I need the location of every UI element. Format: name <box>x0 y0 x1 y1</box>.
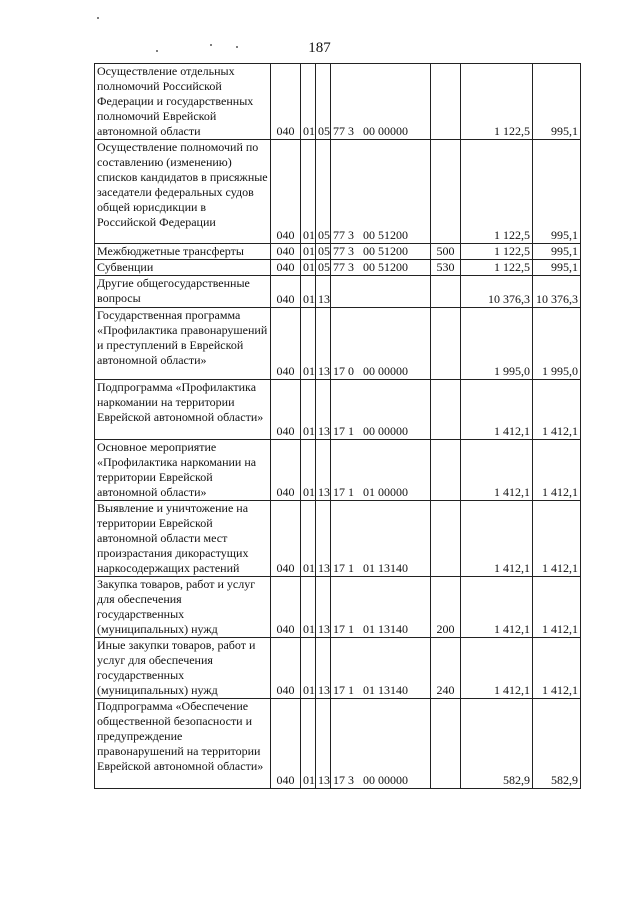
cell-rz: 01 <box>301 260 316 276</box>
row-name: Выявление и уничтожение на территории Еврейской автономной области мест произрастания дикорастущих наркосодержащих растений <box>95 501 271 577</box>
cell-sum-2: 582,9 <box>533 699 581 789</box>
cell-grbs: 040 <box>271 440 301 501</box>
row-name: Другие общегосударственные вопросы <box>95 276 271 308</box>
cell-sum-2: 1 412,1 <box>533 577 581 638</box>
row-name: Подпрограмма «Обеспечение общественной безопасности и предупреждение правонарушений на территории Еврейской автономной области» <box>95 699 271 789</box>
cell-rz: 01 <box>301 638 316 699</box>
row-name: Подпрограмма «Профилактика наркомании на территории Еврейской автономной области» <box>95 380 271 440</box>
cell-sum-1: 1 412,1 <box>461 638 533 699</box>
table-row <box>95 260 581 276</box>
cell-sum-2: 995,1 <box>533 244 581 260</box>
cell-rz: 01 <box>301 380 316 440</box>
cell-rz: 01 <box>301 699 316 789</box>
cell-sum-1: 1 122,5 <box>461 260 533 276</box>
cell-grbs: 040 <box>271 501 301 577</box>
cell-pr: 13 <box>316 501 331 577</box>
cell-pr: 13 <box>316 276 331 308</box>
cell-sum-1: 1 122,5 <box>461 64 533 140</box>
scan-speck <box>97 17 99 19</box>
cell-grbs: 040 <box>271 64 301 140</box>
cell-pr: 05 <box>316 260 331 276</box>
cell-sum-1: 582,9 <box>461 699 533 789</box>
cell-sum-2: 995,1 <box>533 64 581 140</box>
budget-table <box>94 63 581 789</box>
cell-vr <box>431 501 461 577</box>
cell-csr: 77 3 00 00000 <box>331 64 431 140</box>
cell-vr <box>431 140 461 244</box>
cell-grbs: 040 <box>271 140 301 244</box>
page-number: 187 <box>308 40 331 56</box>
row-name: Осуществление отдельных полномочий Российской Федерации и государственных полномочий Еврейской автономной области <box>95 64 271 140</box>
table-row <box>95 64 581 140</box>
table-row <box>95 308 581 380</box>
cell-pr: 13 <box>316 380 331 440</box>
cell-sum-1: 1 122,5 <box>461 140 533 244</box>
table-row <box>95 638 581 699</box>
cell-csr: 17 1 01 13140 <box>331 577 431 638</box>
table-row <box>95 501 581 577</box>
cell-sum-1: 1 412,1 <box>461 440 533 501</box>
cell-csr: 17 1 01 00000 <box>331 440 431 501</box>
scan-speck <box>236 46 238 48</box>
cell-rz: 01 <box>301 577 316 638</box>
cell-sum-2: 995,1 <box>533 260 581 276</box>
cell-vr: 240 <box>431 638 461 699</box>
cell-rz: 01 <box>301 501 316 577</box>
row-name: Государственная программа «Профилактика правонарушений и преступлений в Еврейской автономной области» <box>95 308 271 380</box>
cell-vr <box>431 440 461 501</box>
cell-sum-2: 995,1 <box>533 140 581 244</box>
cell-grbs: 040 <box>271 308 301 380</box>
cell-vr <box>431 308 461 380</box>
cell-csr: 17 3 00 00000 <box>331 699 431 789</box>
cell-rz: 01 <box>301 140 316 244</box>
cell-grbs: 040 <box>271 577 301 638</box>
table-row <box>95 380 581 440</box>
cell-grbs: 040 <box>271 276 301 308</box>
cell-grbs: 040 <box>271 638 301 699</box>
scan-speck <box>156 50 158 52</box>
cell-sum-2: 1 412,1 <box>533 380 581 440</box>
cell-sum-1: 1 412,1 <box>461 380 533 440</box>
cell-csr <box>331 276 431 308</box>
row-name: Субвенции <box>95 260 271 276</box>
table-row <box>95 577 581 638</box>
cell-pr: 13 <box>316 440 331 501</box>
cell-csr: 17 0 00 00000 <box>331 308 431 380</box>
cell-vr: 500 <box>431 244 461 260</box>
cell-sum-1: 1 995,0 <box>461 308 533 380</box>
cell-rz: 01 <box>301 244 316 260</box>
cell-pr: 05 <box>316 64 331 140</box>
cell-rz: 01 <box>301 64 316 140</box>
cell-rz: 01 <box>301 440 316 501</box>
cell-sum-1: 1 412,1 <box>461 577 533 638</box>
cell-sum-2: 1 412,1 <box>533 440 581 501</box>
cell-csr: 77 3 00 51200 <box>331 260 431 276</box>
cell-sum-2: 10 376,3 <box>533 276 581 308</box>
cell-grbs: 040 <box>271 699 301 789</box>
row-name: Осуществление полномочий по составлению (изменению) списков кандидатов в присяжные заседатели федеральных судов общей юрисдикции в Российской Федерации <box>95 140 271 244</box>
scan-speck <box>210 44 212 46</box>
cell-csr: 17 1 01 13140 <box>331 638 431 699</box>
cell-csr: 17 1 00 00000 <box>331 380 431 440</box>
cell-csr: 77 3 00 51200 <box>331 140 431 244</box>
cell-sum-2: 1 995,0 <box>533 308 581 380</box>
row-name: Закупка товаров, работ и услуг для обеспечения государственных (муниципальных) нужд <box>95 577 271 638</box>
cell-sum-1: 1 122,5 <box>461 244 533 260</box>
cell-csr: 17 1 01 13140 <box>331 501 431 577</box>
cell-sum-1: 1 412,1 <box>461 501 533 577</box>
table-row <box>95 140 581 244</box>
row-name: Иные закупки товаров, работ и услуг для обеспечения государственных (муниципальных) нужд <box>95 638 271 699</box>
table-row <box>95 276 581 308</box>
table-row <box>95 440 581 501</box>
cell-grbs: 040 <box>271 260 301 276</box>
table-row <box>95 699 581 789</box>
cell-pr: 13 <box>316 638 331 699</box>
cell-sum-2: 1 412,1 <box>533 501 581 577</box>
cell-sum-2: 1 412,1 <box>533 638 581 699</box>
cell-pr: 13 <box>316 577 331 638</box>
cell-rz: 01 <box>301 308 316 380</box>
row-name: Основное мероприятие «Профилактика наркомании на территории Еврейской автономной области» <box>95 440 271 501</box>
cell-vr <box>431 276 461 308</box>
cell-pr: 13 <box>316 699 331 789</box>
row-name: Межбюджетные трансферты <box>95 244 271 260</box>
cell-vr <box>431 380 461 440</box>
table-row <box>95 244 581 260</box>
cell-pr: 05 <box>316 140 331 244</box>
cell-csr: 77 3 00 51200 <box>331 244 431 260</box>
cell-pr: 05 <box>316 244 331 260</box>
cell-vr: 200 <box>431 577 461 638</box>
cell-vr: 530 <box>431 260 461 276</box>
cell-grbs: 040 <box>271 244 301 260</box>
cell-pr: 13 <box>316 308 331 380</box>
cell-rz: 01 <box>301 276 316 308</box>
cell-vr <box>431 64 461 140</box>
cell-grbs: 040 <box>271 380 301 440</box>
cell-vr <box>431 699 461 789</box>
cell-sum-1: 10 376,3 <box>461 276 533 308</box>
